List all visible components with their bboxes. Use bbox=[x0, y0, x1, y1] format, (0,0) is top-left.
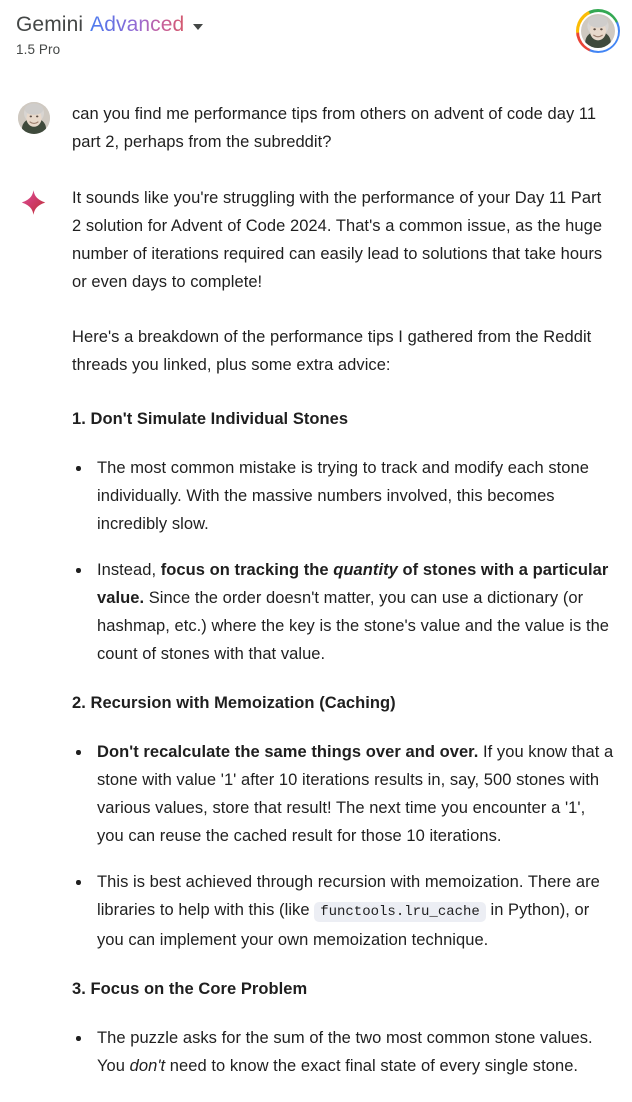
chevron-down-icon[interactable] bbox=[193, 24, 203, 30]
account-avatar[interactable] bbox=[576, 9, 620, 53]
app-header bbox=[0, 0, 632, 72]
conversation bbox=[0, 100, 632, 1102]
list-item bbox=[72, 868, 614, 954]
list-item bbox=[72, 556, 614, 668]
body-text: The most common mistake is trying to track and modify each stone individually. With the massive numbers involved, this becomes incredibly slow. bbox=[97, 459, 589, 533]
brand-name-gemini: Gemini bbox=[16, 13, 84, 36]
body-text: Since the order doesn't matter, you can use a dictionary (or hashmap, etc.) where the key is the stone's value and the value is the count of stones with that value. bbox=[97, 589, 610, 663]
section-bullet-list bbox=[72, 738, 614, 954]
body-text: This is best achieved through recursion with memoization. There are libraries to help with this (like bbox=[97, 873, 600, 919]
user-message-text: can you find me performance tips from others on advent of code day 11 part 2, perhaps from the subreddit? bbox=[72, 105, 597, 151]
section-heading: 2. Recursion with Memoization (Caching) bbox=[72, 694, 396, 712]
section-heading: 3. Focus on the Core Problem bbox=[72, 980, 308, 998]
avatar-face-illustration bbox=[18, 102, 50, 134]
body-text: The puzzle asks for the sum of the two most common stone values. You bbox=[97, 1029, 593, 1075]
italic-text: don't bbox=[129, 1057, 166, 1075]
model-version-subtitle: 1.5 Pro bbox=[16, 42, 61, 57]
section-heading: 1. Don't Simulate Individual Stones bbox=[72, 410, 349, 428]
section-bullet-list bbox=[72, 1024, 614, 1080]
model-intro-paragraph: It sounds like you're struggling with the performance of your Day 11 Part 2 solution for Advent of Code 2024. That's a common issue, as the huge number of iterations required can easily lead to solutions that take hours or even days to complete! bbox=[72, 189, 603, 291]
section-bullet-list bbox=[72, 454, 614, 668]
model-turn bbox=[18, 184, 614, 1102]
body-text: need to know the exact final state of every single stone. bbox=[165, 1057, 579, 1075]
list-item bbox=[72, 738, 614, 850]
gemini-sparkle-glyph bbox=[20, 189, 47, 216]
bold-italic-text: quantity bbox=[333, 561, 398, 579]
avatar-face-illustration bbox=[581, 14, 615, 48]
user-turn bbox=[18, 100, 614, 156]
body-text: If you know that a stone with value '1' after 10 iterations results in, say, 500 stones with various values, store that result! The next time you encounter a '1', you can reuse the cached result for those 10 iterations. bbox=[97, 743, 614, 845]
user-avatar[interactable] bbox=[18, 102, 50, 134]
model-selector[interactable] bbox=[16, 12, 616, 38]
body-text: Instead, bbox=[97, 561, 161, 579]
model-lead-paragraph: Here's a breakdown of the performance tips I gathered from the Reddit threads you linked, plus some extra advice: bbox=[72, 328, 592, 374]
user-message-bubble bbox=[54, 100, 614, 156]
account-avatar-photo bbox=[581, 14, 615, 48]
gemini-sparkle-icon bbox=[18, 187, 48, 217]
list-item bbox=[72, 1024, 614, 1080]
model-sections bbox=[72, 406, 614, 1080]
inline-code: functools.lru_cache bbox=[314, 902, 486, 922]
brand-name-advanced: Advanced bbox=[90, 13, 185, 36]
model-turn-gutter bbox=[18, 184, 54, 217]
list-item bbox=[72, 454, 614, 538]
bold-text: of stones with a particular value. bbox=[97, 561, 609, 607]
user-turn-gutter bbox=[18, 100, 54, 134]
model-response-bubble bbox=[54, 184, 614, 1102]
body-text: in Python), or you can implement your own memoization technique. bbox=[97, 901, 590, 949]
bold-text: focus on tracking the bbox=[160, 561, 334, 579]
bold-text: Don't recalculate the same things over and over. bbox=[97, 743, 479, 761]
